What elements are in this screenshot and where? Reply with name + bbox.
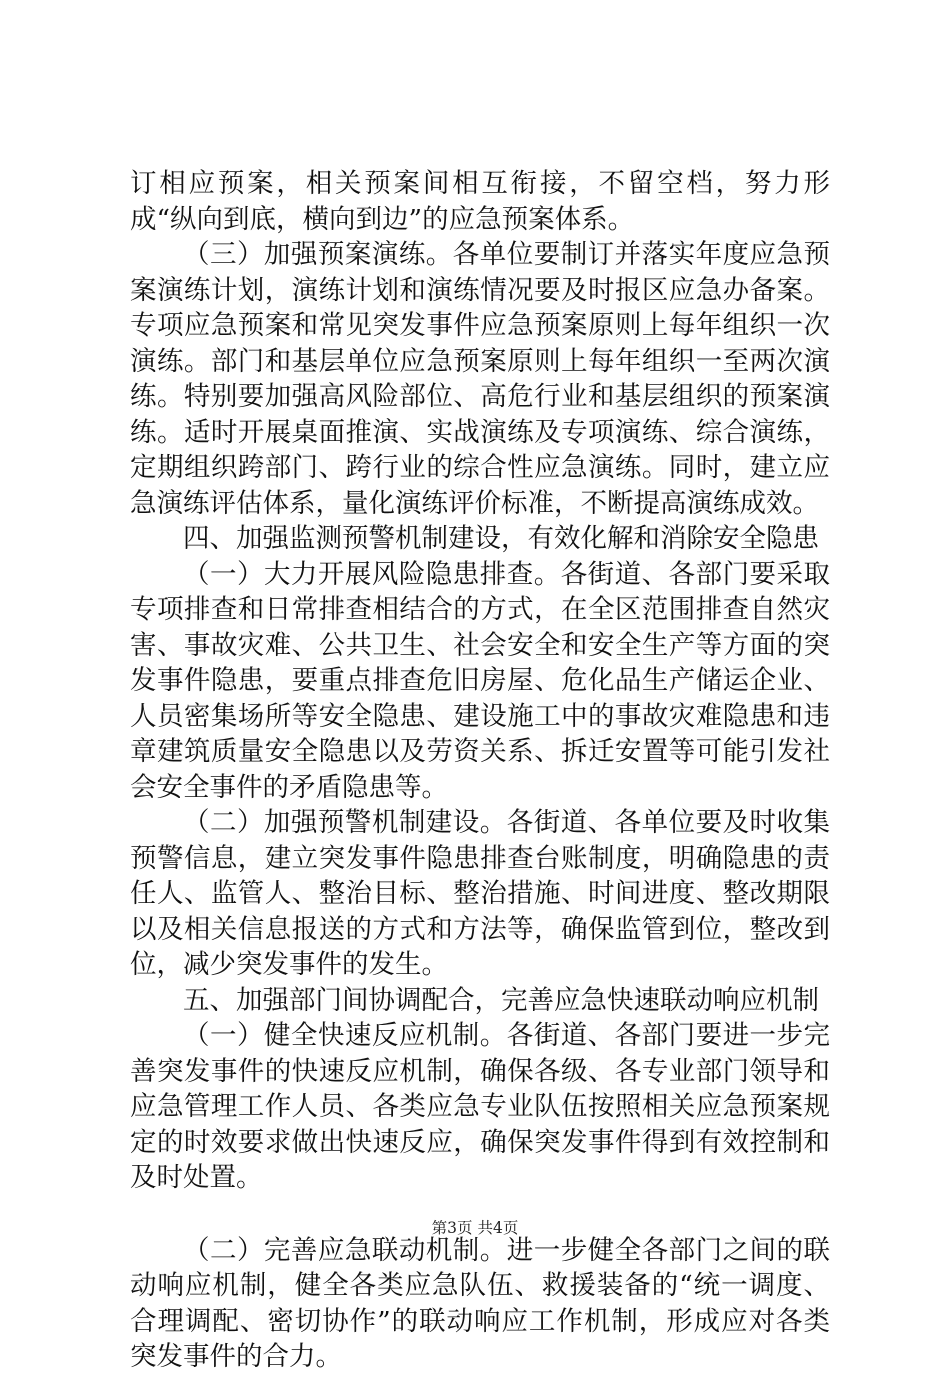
paragraph-linkage: （二）完善应急联动机制。进一步健全各部门之间的联动响应机制，健全各类应急队伍、救援装备的“统一调度、合理调配、密切协作”的联动响应工作机制，形成应对各类突发事件的合力。 (130, 1234, 830, 1372)
paragraph-risk-check: （一）大力开展风险隐患排查。各街道、各部门要采取专项排查和日常排查相结合的方式，在全区范围排查自然灾害、事故灾难、公共卫生、社会安全和安全生产等方面的突发事件隐患，要重点排查危旧房屋、危化品生产储运企业、人员密集场所等安全隐患、建设施工中的事故灾难隐患和违章建筑质量安全隐患以及劳资关系、拆迁安置等可能引发社会安全事件的矛盾隐患等。 (130, 558, 830, 803)
paragraph-continuation: 订相应预案，相关预案间相互衔接，不留空档，努力形成“纵向到底，横向到边”的应急预案体系。 (130, 168, 830, 235)
section-heading-five: 五、加强部门间协调配合，完善应急快速联动响应机制 (183, 984, 819, 1016)
page-number-footer: 第3页 共4页 (431, 1219, 519, 1237)
paragraph-warning: （二）加强预警机制建设。各街道、各单位要及时收集预警信息，建立突发事件隐患排查台账制度，明确隐患的责任人、监管人、整治目标、整治措施、时间进度、整改期限以及相关信息报送的方式和方法等，确保监管到位，整改到位，减少突发事件的发生。 (130, 807, 830, 980)
paragraph-drill: （三）加强预案演练。各单位要制订并落实年度应急预案演练计划，演练计划和演练情况要及时报区应急办备案。专项应急预案和常见突发事件应急预案原则上每年组织一次演练。部门和基层单位应急预案原则上每年组织一至两次演练。特别要加强高风险部位、高危行业和基层组织的预案演练。适时开展桌面推演、实战演练及专项演练、综合演练，定期组织跨部门、跨行业的综合性应急演练。同时，建立应急演练评估体系，量化演练评价标准，不断提高演练成效。 (130, 239, 830, 519)
section-heading-four: 四、加强监测预警机制建设，有效化解和消除安全隐患 (183, 523, 819, 554)
paragraph-rapid-response: （一）健全快速反应机制。各街道、各部门要进一步完善突发事件的快速反应机制，确保各级、各专业部门领导和应急管理工作人员、各类应急专业队伍按照相关应急预案规定的时效要求做出快速反应，确保突发事件得到有效控制和及时处置。 (130, 1020, 830, 1193)
document-body (130, 166, 830, 1375)
